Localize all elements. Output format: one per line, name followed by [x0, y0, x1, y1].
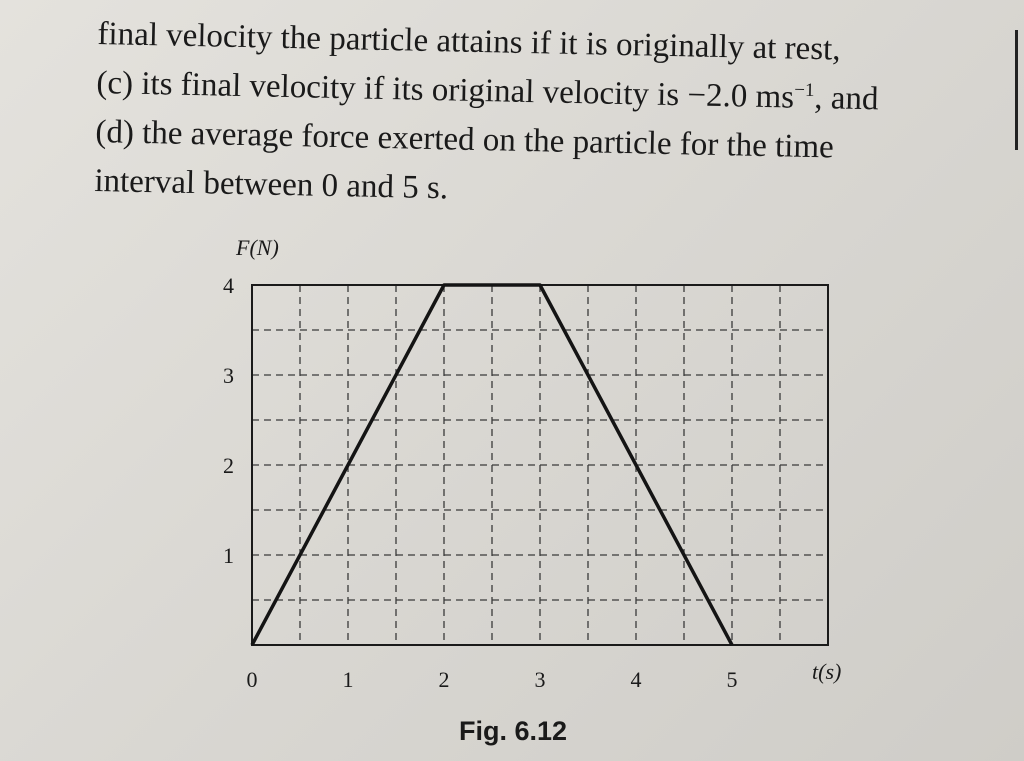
y-tick-label: 3 [223, 363, 234, 388]
x-tick-label: 5 [726, 667, 738, 692]
problem-line-1: final velocity the particle attains if it is originally at rest, [97, 15, 841, 68]
x-tick-label: 4 [630, 667, 642, 692]
x-tick-label: 0 [246, 667, 258, 692]
problem-line-2-tail: , and [813, 80, 879, 118]
x-tick-label: 1 [342, 667, 354, 692]
y-tick-label: 2 [223, 453, 234, 478]
x-axis-label: t(s) [812, 659, 842, 684]
y-tick-label: 4 [223, 273, 234, 298]
chart-grid [252, 285, 828, 645]
x-tick-label: 2 [438, 667, 450, 692]
y-axis-label: F(N) [236, 235, 279, 260]
problem-line-2-text: (c) its final velocity if its original velocity is −2.0 ms [96, 64, 795, 116]
x-tick-label: 3 [534, 667, 546, 692]
figure-caption: Fig. 6.12 [459, 716, 568, 746]
unit-exponent: −1 [794, 79, 815, 102]
problem-line-3: (d) the average force exerted on the particle for the time [95, 113, 835, 166]
y-tick-label: 1 [223, 543, 234, 568]
problem-line-4: interval between 0 and 5 s. [94, 162, 449, 207]
